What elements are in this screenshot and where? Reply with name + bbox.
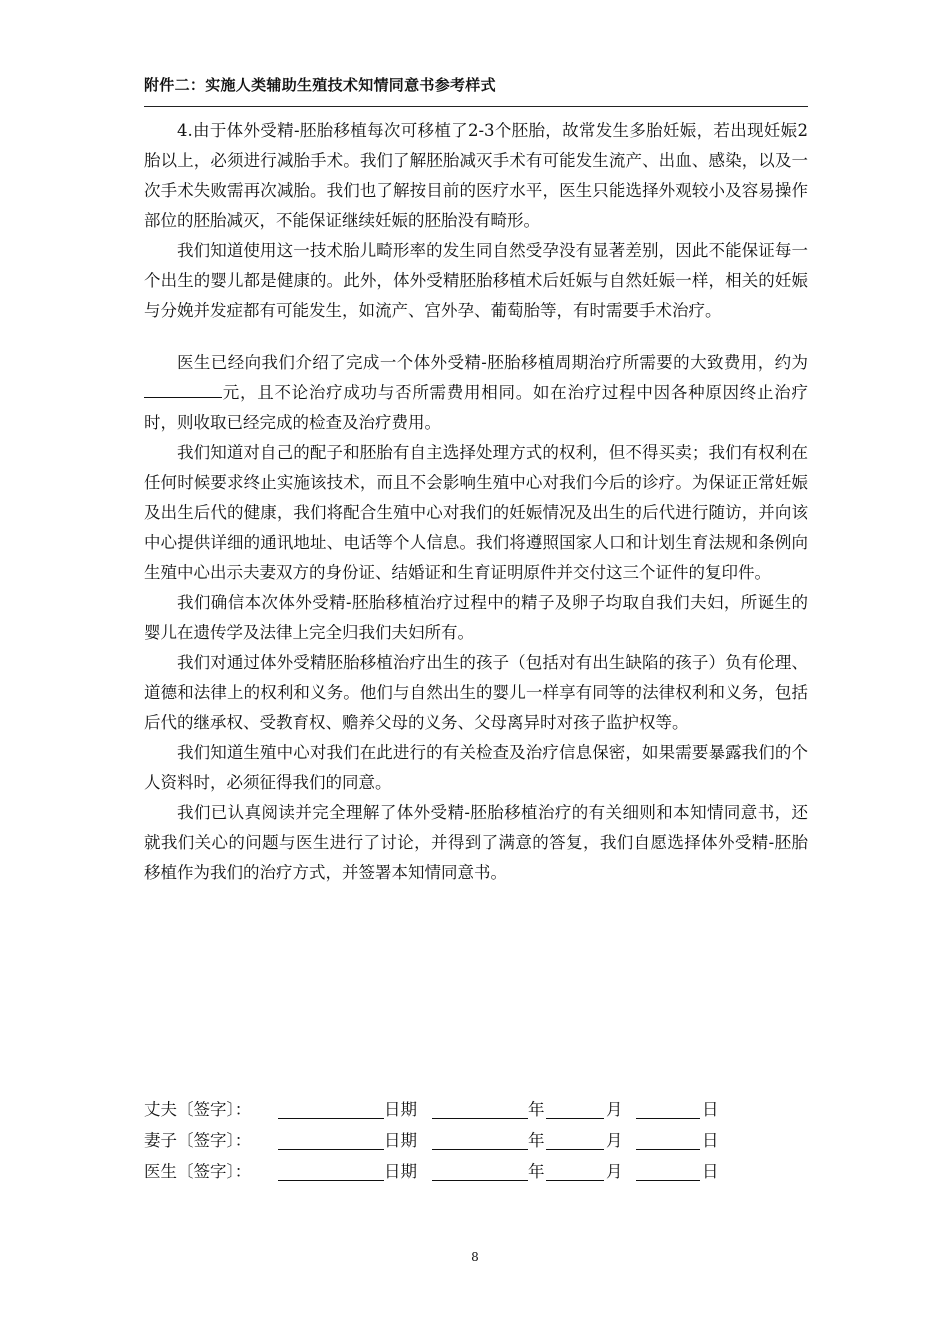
- cost-text-after: 元，且不论治疗成功与否所需费用相同。如在治疗过程中因各种原因终止治疗时，则收取已经完成的检查及治疗费用。: [144, 383, 808, 432]
- day-blank[interactable]: [636, 1118, 700, 1119]
- day-label: 日: [702, 1131, 719, 1150]
- signature-label: 妻子〔签字〕：: [144, 1131, 252, 1150]
- year-label: 年: [528, 1100, 545, 1119]
- year-blank[interactable]: [432, 1118, 528, 1119]
- paragraph-cost: [144, 348, 808, 438]
- paragraph-gamete-rights: 我们知道对自己的配子和胚胎有自主选择处理方式的权利，但不得买卖；我们有权利在任何时候要求终止实施该技术，而且不会影响生殖中心对我们今后的诊疗。为保证正常妊娠及出生后代的健康，我们将配合生殖中心对我们的妊娠情况及出生的后代进行随访，并向该中心提供详细的通讯地址、电话等个人信息。我们将遵照国家人口和计划生育法规和条例向生殖中心出示夫妻双方的身份证、结婚证和生育证明原件并交付这三个证件的复印件。: [144, 443, 808, 582]
- cost-amount-blank[interactable]: [144, 379, 222, 398]
- year-label: 年: [528, 1131, 545, 1150]
- signature-row-doctor: [144, 1156, 764, 1187]
- year-blank[interactable]: [432, 1149, 528, 1150]
- signature-line[interactable]: [278, 1118, 384, 1119]
- cost-text-before: 医生已经向我们介绍了完成一个体外受精-胚胎移植周期治疗所需要的大致费用，约为: [177, 353, 808, 372]
- header-divider: [144, 106, 808, 107]
- paragraph-multiple-pregnancy: 4.由于体外受精-胚胎移植每次可移植了2-3个胚胎，故常发生多胎妊娠，若出现妊娠2胎以上，必须进行减胎手术。我们了解胚胎减灭手术有可能发生流产、出血、感染，以及一次手术失败需再次减胎。我们也了解按目前的医疗水平，医生只能选择外观较小及容易操作部位的胚胎减灭，不能保证继续妊娠的胚胎没有畸形。: [144, 121, 808, 230]
- signature-row-husband: [144, 1094, 764, 1125]
- signature-row-wife: [144, 1125, 764, 1156]
- paragraph-parentage: 我们确信本次体外受精-胚胎移植治疗过程中的精子及卵子均取自我们夫妇，所诞生的婴儿在遗传学及法律上完全归我们夫妇所有。: [144, 593, 808, 642]
- day-blank[interactable]: [636, 1149, 700, 1150]
- paragraph-child-rights: 我们对通过体外受精胚胎移植治疗出生的孩子（包括对有出生缺陷的孩子）负有伦理、道德和法律上的权利和义务。他们与自然出生的婴儿一样享有同等的法律权利和义务，包括后代的继承权、受教育权、赡养父母的义务、父母离异时对孩子监护权等。: [144, 653, 808, 732]
- day-label: 日: [702, 1100, 719, 1119]
- date-label: 日期: [384, 1162, 417, 1181]
- paragraph-birth-defects: 我们知道使用这一技术胎儿畸形率的发生同自然受孕没有显著差别，因此不能保证每一个出生的婴儿都是健康的。此外，体外受精胚胎移植术后妊娠与自然妊娠一样，相关的妊娠与分娩并发症都有可能发生，如流产、宫外孕、葡萄胎等，有时需要手术治疗。: [144, 241, 808, 320]
- paragraph-confidentiality: 我们知道生殖中心对我们在此进行的有关检查及治疗信息保密，如果需要暴露我们的个人资料时，必须征得我们的同意。: [144, 743, 808, 792]
- signature-label: 医生〔签字〕：: [144, 1162, 252, 1181]
- day-blank[interactable]: [636, 1180, 700, 1181]
- month-blank[interactable]: [546, 1149, 604, 1150]
- date-label: 日期: [384, 1100, 417, 1119]
- date-label: 日期: [384, 1131, 417, 1150]
- month-label: 月: [606, 1131, 623, 1150]
- signature-line[interactable]: [278, 1149, 384, 1150]
- signature-label: 丈夫〔签字〕：: [144, 1100, 252, 1119]
- month-blank[interactable]: [546, 1180, 604, 1181]
- signature-section: [144, 1094, 764, 1187]
- month-label: 月: [606, 1162, 623, 1181]
- month-blank[interactable]: [546, 1118, 604, 1119]
- consent-body: [144, 116, 808, 888]
- page-header-title: 附件二：实施人类辅助生殖技术知情同意书参考样式: [144, 76, 496, 94]
- paragraph-consent: 我们已认真阅读并完全理解了体外受精-胚胎移植治疗的有关细则和本知情同意书，还就我们关心的问题与医生进行了讨论，并得到了满意的答复，我们自愿选择体外受精-胚胎移植作为我们的治疗方式，并签署本知情同意书。: [144, 803, 808, 882]
- year-label: 年: [528, 1162, 545, 1181]
- month-label: 月: [606, 1100, 623, 1119]
- year-blank[interactable]: [432, 1180, 528, 1181]
- day-label: 日: [702, 1162, 719, 1181]
- page-number: 8: [471, 1250, 479, 1264]
- signature-line[interactable]: [278, 1180, 384, 1181]
